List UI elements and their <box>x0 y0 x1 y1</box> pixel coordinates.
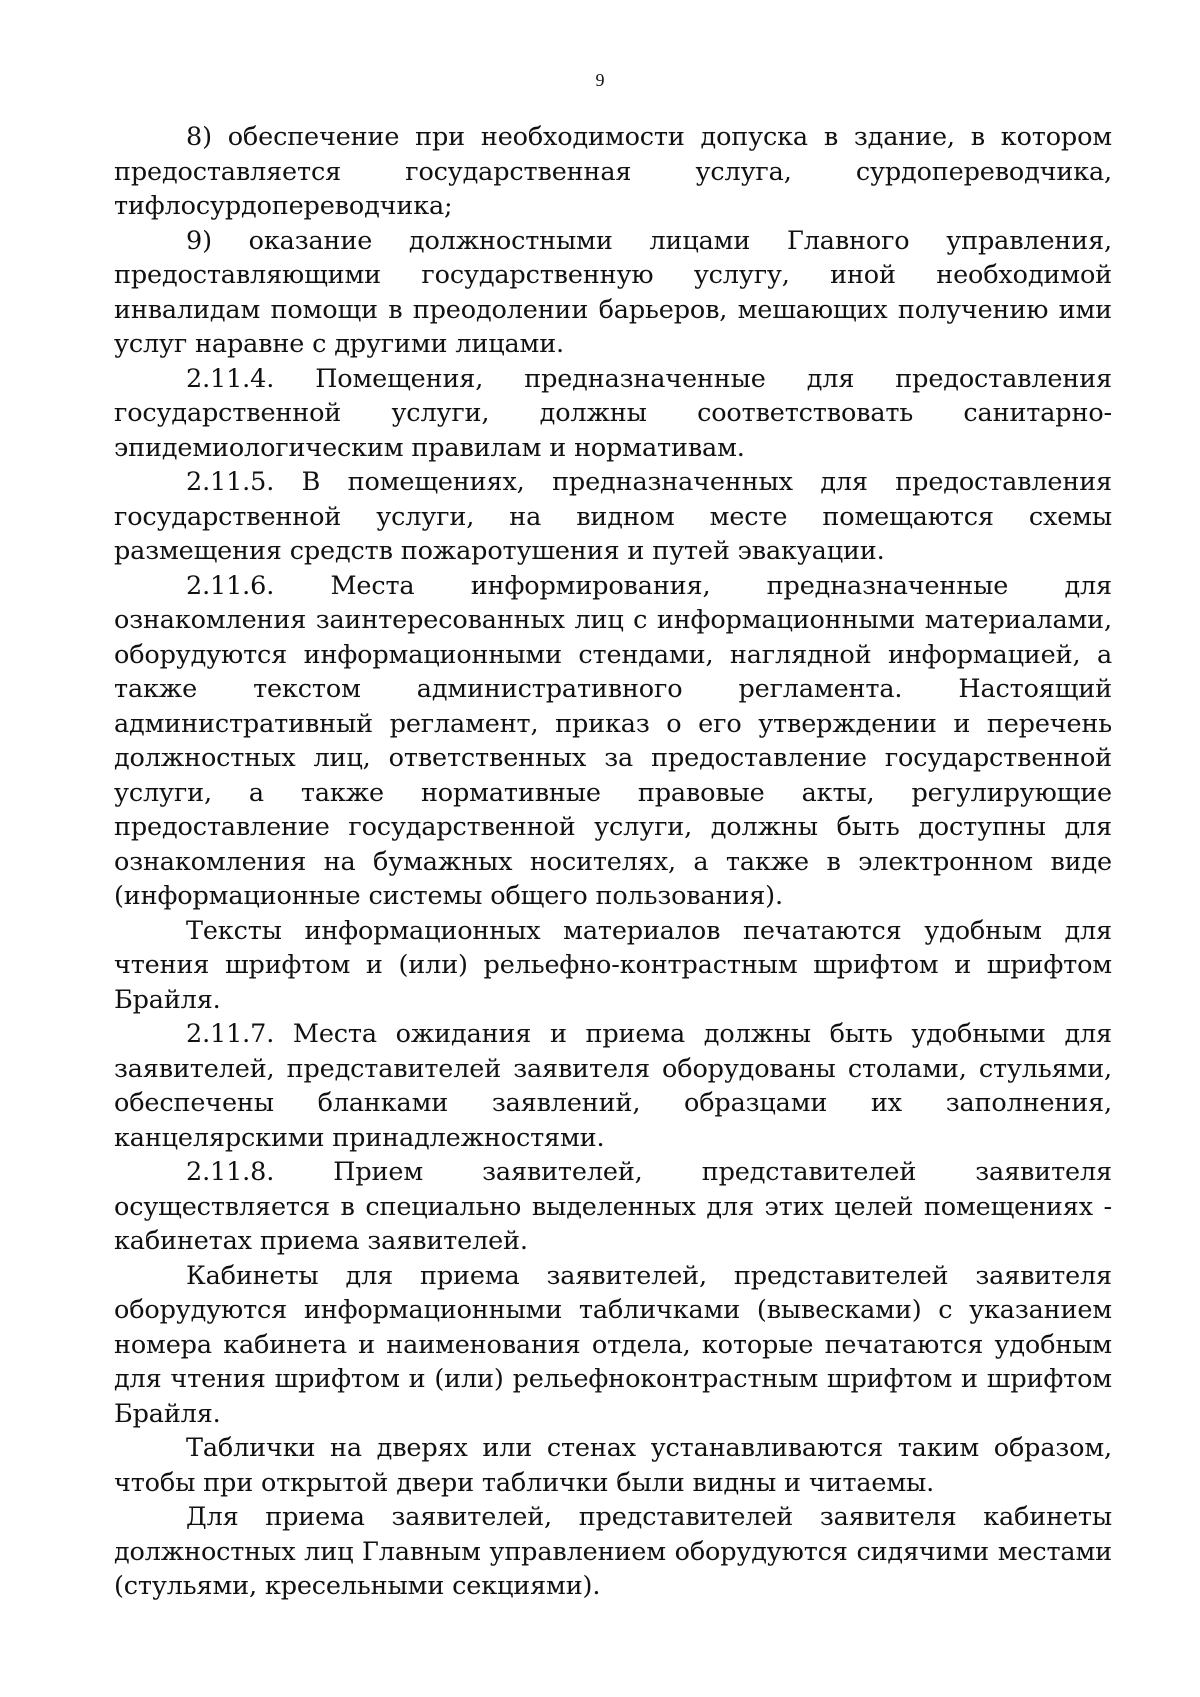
paragraph-item-8: 8) обеспечение при необходимости допуска в здание, в котором предоставляется государственная услуга, сурдопереводчика, тифлосурдопереводчика; <box>114 122 1112 221</box>
paragraph-info-materials: Тексты информационных материалов печатаются удобным для чтения шрифтом и (или) рельефно-контрастным шрифтом и шрифтом Брайля. <box>114 915 1112 1015</box>
paragraph-cabinets: Кабинеты для приема заявителей, представителей заявителя оборудуются информационными табличками (вывесками) с указанием номера кабинета и наименования отдела, которые печатаются удобным для чтения шрифтом и (или) рельефноконтрастным шрифтом и шрифтом Брайля. <box>114 1260 1112 1429</box>
paragraph-2-11-6: 2.11.6. Места информирования, предназначенные для ознакомления заинтересованных лиц с информационными материалами, оборудуются информационными стендами, наглядной информацией, а также текстом административного регламента. Настоящий административный регламент, приказ о его утверждении и перечень должностных лиц, ответственных за предоставление государственной услуги, а также нормативные правовые акты, регулирующие предоставление государственной услуги, должны быть доступны для ознакомления на бумажных носителях, а также в электронном виде (информационные системы общего пользования). <box>114 570 1112 911</box>
document-body <box>114 120 1112 1604</box>
paragraph-2-11-4: 2.11.4. Помещения, предназначенные для предоставления государственной услуги, должны соответствовать санитарно-эпидемиологическим правилам и нормативам. <box>114 363 1112 463</box>
paragraph-2-11-7: 2.11.7. Места ожидания и приема должны быть удобными для заявителей, представителей заявителя оборудованы столами, стульями, обеспечены бланками заявлений, образцами их заполнения, канцелярскими принадлежностями. <box>114 1019 1112 1153</box>
paragraph-seating: Для приема заявителей, представителей заявителя кабинеты должностных лиц Главным управлением оборудуются сидячими местами (стульями, кресельными секциями). <box>114 1502 1112 1601</box>
paragraph-2-11-5: 2.11.5. В помещениях, предназначенных для предоставления государственной услуги, на видном месте помещаются схемы размещения средств пожаротушения и путей эвакуации. <box>114 467 1112 566</box>
page-number: 9 <box>595 70 605 90</box>
paragraph-2-11-8: 2.11.8. Прием заявителей, представителей заявителя осуществляется в специально выделенных для этих целей помещениях - кабинетах приема заявителей. <box>114 1157 1112 1256</box>
paragraph-door-signs: Таблички на дверях или стенах устанавливаются таким образом, чтобы при открытой двери таблички были видны и читаемы. <box>114 1433 1112 1498</box>
paragraph-item-9: 9) оказание должностными лицами Главного управления, предоставляющими государственную услугу, иной необходимой инвалидам помощи в преодолении барьеров, мешающих получению ими услуг наравне с другими лицами. <box>114 225 1112 359</box>
